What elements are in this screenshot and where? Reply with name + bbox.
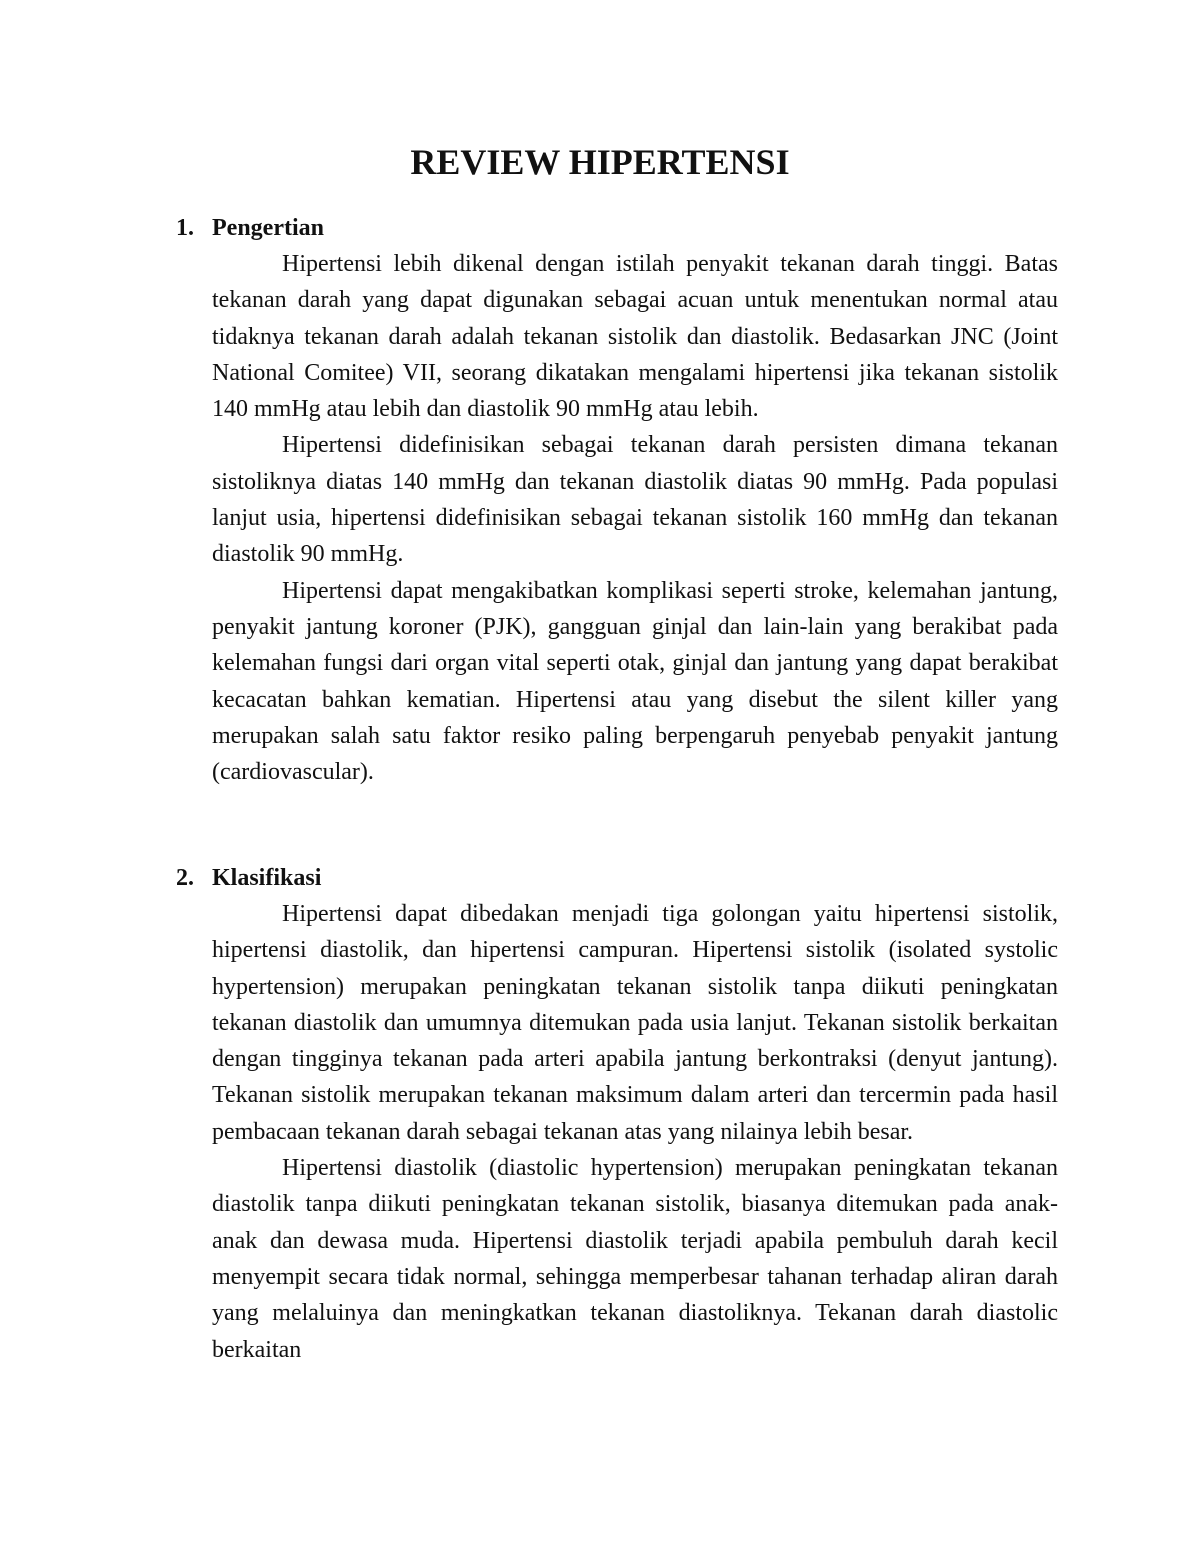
section-body — [212, 246, 1058, 790]
section-klasifikasi — [176, 860, 1058, 1368]
section-heading — [176, 210, 1058, 246]
section-pengertian — [176, 210, 1058, 790]
paragraph: Hipertensi dapat dibedakan menjadi tiga golongan yaitu hipertensi sistolik, hipertensi diastolik, dan hipertensi campuran. Hipertensi sistolik (isolated systolic hypertension) merupakan peningkatan tekanan sistolik tanpa diikuti peningkatan tekanan diastolik dan umumnya ditemukan pada usia lanjut. Tekanan sistolik berkaitan dengan tingginya tekanan pada arteri apabila jantung berkontraksi (denyut jantung). Tekanan sistolik merupakan tekanan maksimum dalam arteri dan tercermin pada hasil pembacaan tekanan darah sebagai tekanan atas yang nilainya lebih besar. — [212, 901, 1058, 1145]
section-body — [212, 896, 1058, 1368]
section-heading — [176, 860, 1058, 896]
paragraph: Hipertensi lebih dikenal dengan istilah penyakit tekanan darah tinggi. Batas tekanan darah yang dapat digunakan sebagai acuan untuk menentukan normal atau tidaknya tekanan darah adalah tekanan sistolik dan diastolik. Bedasarkan JNC (Joint National Comitee) VII, seorang dikatakan mengalami hipertensi jika tekanan sistolik 140 mmHg atau lebih dan diastolik 90 mmHg atau lebih. — [212, 251, 1058, 423]
document-title: REVIEW HIPERTENSI — [410, 142, 790, 182]
paragraph: Hipertensi didefinisikan sebagai tekanan darah persisten dimana tekanan sistoliknya diatas 140 mmHg dan tekanan diastolik diatas 90 mmHg. Pada populasi lanjut usia, hipertensi didefinisikan sebagai tekanan sistolik 160 mmHg dan tekanan diastolik 90 mmHg. — [212, 432, 1058, 568]
section-number: 1. — [176, 215, 194, 241]
paragraph: Hipertensi dapat mengakibatkan komplikasi seperti stroke, kelemahan jantung, penyakit jantung koroner (PJK), gangguan ginjal dan lain-lain yang berakibat pada kelemahan fungsi dari organ vital seperti otak, ginjal dan jantung yang dapat berakibat kecacatan bahkan kematian. Hipertensi atau yang disebut the silent killer yang merupakan salah satu faktor resiko paling berpengaruh penyebab penyakit jantung (cardiovascular). — [212, 577, 1058, 786]
section-title: Pengertian — [212, 215, 324, 241]
section-title: Klasifikasi — [212, 865, 322, 891]
paragraph: Hipertensi diastolik (diastolic hypertension) merupakan peningkatan tekanan diastolik tanpa diikuti peningkatan tekanan sistolik, biasanya ditemukan pada anak-anak dan dewasa muda. Hipertensi diastolik terjadi apabila pembuluh darah kecil menyempit secara tidak normal, sehingga memperbesar tahanan terhadap aliran darah yang melaluinya dan meningkatkan tekanan diastoliknya. Tekanan darah diastolic berkaitan — [212, 1155, 1058, 1363]
section-number: 2. — [176, 865, 194, 891]
